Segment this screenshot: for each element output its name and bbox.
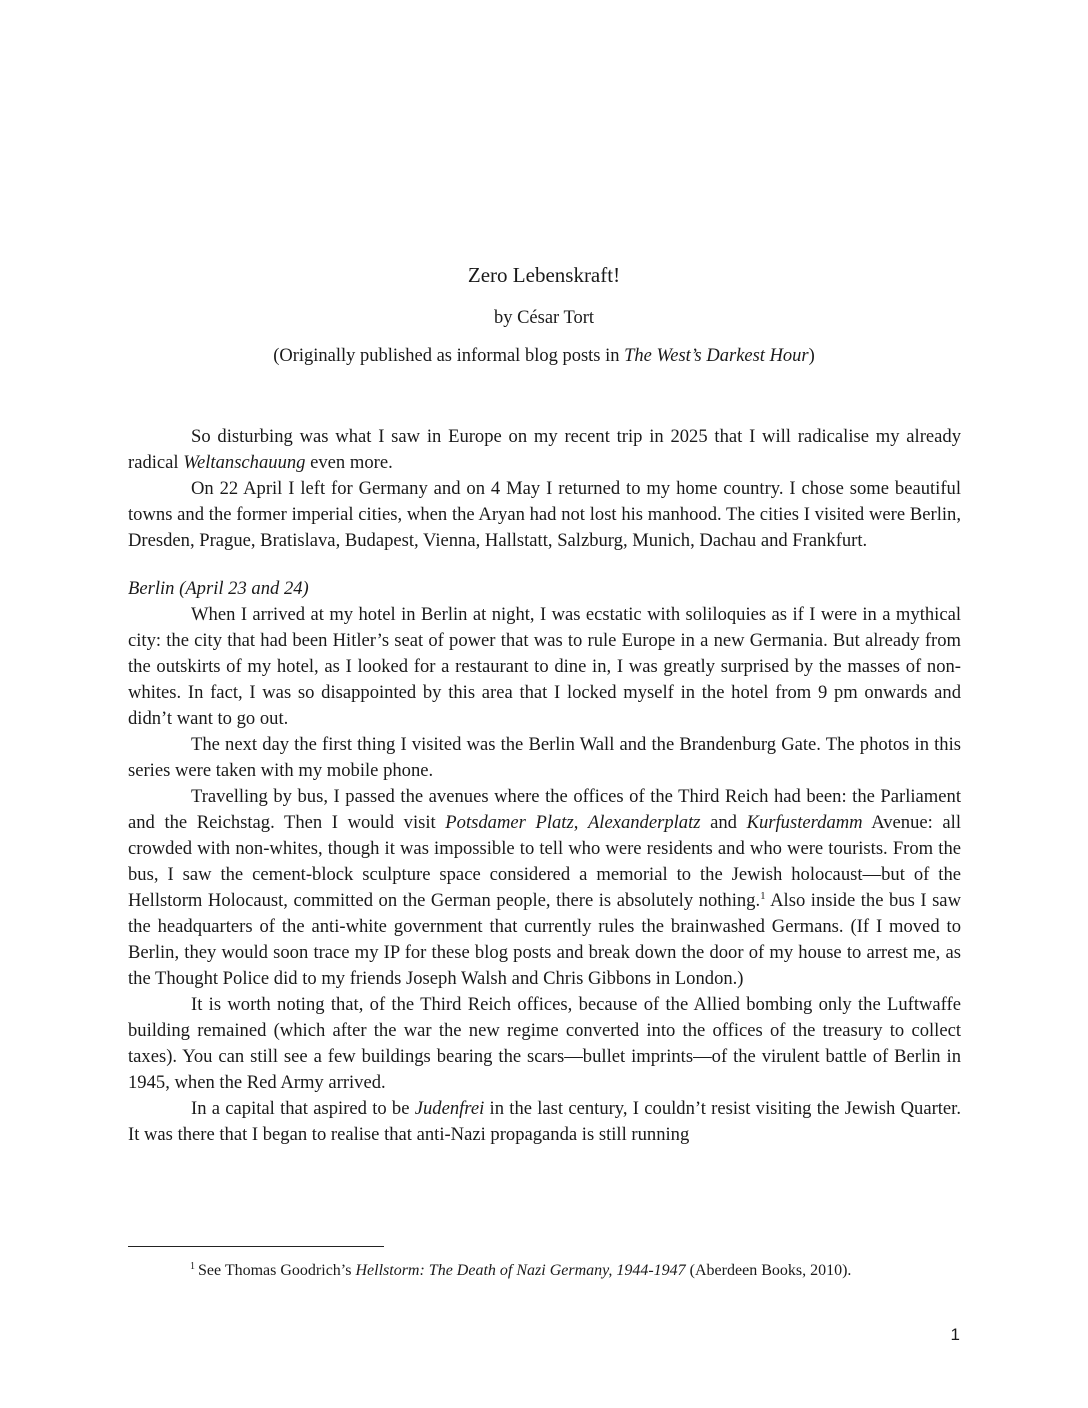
paragraph-4: The next day the first thing I visited was the Berlin Wall and the Brandenburg Gate. The photos in this series were taken with my mobile phone. [128,734,961,781]
paragraph-5-text-c: and [700,812,747,833]
place-kurfusterdamm: Kurfusterdamm [746,812,863,833]
section-gap [128,554,961,576]
paragraph-7-italic: Judenfrei [414,1098,485,1119]
place-potsdamer-platz: Potsdamer Platz [445,812,574,833]
author-byline: by César Tort [493,308,595,328]
paragraph-1 [128,424,961,476]
page-number: 1 [950,1325,960,1344]
paragraph-7-text-b: in the last century, I couldn’t resist visiting the Jewish Quarter. It was there that I began to realise that anti-Nazi propaganda is still running [128,1098,961,1145]
paragraph-5-text-b: , [573,812,588,833]
footnote-divider [128,1246,384,1247]
document-title: Zero Lebenskraft! [467,263,621,287]
paragraph-1-italic: Weltanschauung [183,452,306,473]
paragraph-7-text-a: In a capital that aspired to be [191,1098,415,1119]
paragraph-2: On 22 April I left for Germany and on 4 May I returned to my home country. I chose some beautiful towns and the former imperial cities, when the Aryan had not lost his manhood. The cities I visited were Berlin, Dresden, Prague, Bratislava, Budapest, Vienna, Hallstatt, Salzburg, Munich, Dachau and Frankfurt. [128,478,961,551]
paragraph-5-text-d: Avenue: all crowded with non-whites, though it was impossible to tell who were residents and who were tourists. From the bus, I saw the cement-block sculpture space considered a memorial to the Jewish holocaust—but of the Hellstorm Holocaust, committed on the German people, there is absolutely nothing. [128,812,961,911]
publication-note [0,344,1088,368]
paragraph-6: It is worth noting that, of the Third Reich offices, because of the Allied bombing only the Luftwaffe building remained (which after the war the new regime converted into the offices of the treasury to collect taxes). You can still see a few buildings bearing the scars—bullet imprints—of the virulent battle of Berlin in 1945, when the Red Army arrived. [128,994,961,1093]
paragraph-3: When I arrived at my hotel in Berlin at night, I was ecstatic with soliloquies as if I were in a mythical city: the city that had been Hitler’s seat of power that was to rule Europe in a new Germania. But already from the outskirts of my hotel, as I looked for a restaurant to dine in, I was greatly surprised by the masses of non-whites. In fact, I was so disappointed by this area that I locked myself in the hotel from 9 pm onwards and didn’t want to go out. [128,604,961,729]
paragraph-7 [128,1096,961,1148]
publication-note-suffix: ) [808,346,815,366]
footnote-text-b: (Aberdeen Books, 2010). [685,1262,852,1279]
paragraph-1-text-a: So disturbing was what I saw in Europe on my recent trip in 2025 that I will radicalise my already radical [128,426,961,473]
footnote-text-a: See Thomas Goodrich’s [198,1262,356,1279]
paragraph-5 [128,784,961,992]
place-alexanderplatz: Alexanderplatz [587,812,701,833]
footnote-1 [190,1260,970,1282]
paragraph-5-text-e: Also inside the bus I saw the headquarters of the anti-white government that currently rules the brainwashed Germans. (If I moved to Berlin, they would soon trace my IP for these blog posts and break down the door of my house to arrest me, as the Thought Police did to my friends Joseph Walsh and Chris Gibbons in London.) [128,890,961,989]
footnote-reference[interactable]: 1 [760,889,766,902]
paragraph-5-text-a: Travelling by bus, I passed the avenues where the offices of the Third Reich had been: the Parliament and the Reichstag. Then I would visit [128,786,961,833]
publication-note-prefix: (Originally published as informal blog posts in [273,346,625,366]
section-heading-berlin: Berlin (April 23 and 24) [128,578,309,599]
footnote-book-title: Hellstorm: The Death of Nazi Germany, 1944-1947 [355,1262,686,1279]
body-text [128,424,961,1148]
footnote-mark: 1 [190,1260,195,1272]
publication-note-blog-title: The West’s Darkest Hour [624,346,809,366]
paragraph-1-text-b: even more. [305,452,393,473]
